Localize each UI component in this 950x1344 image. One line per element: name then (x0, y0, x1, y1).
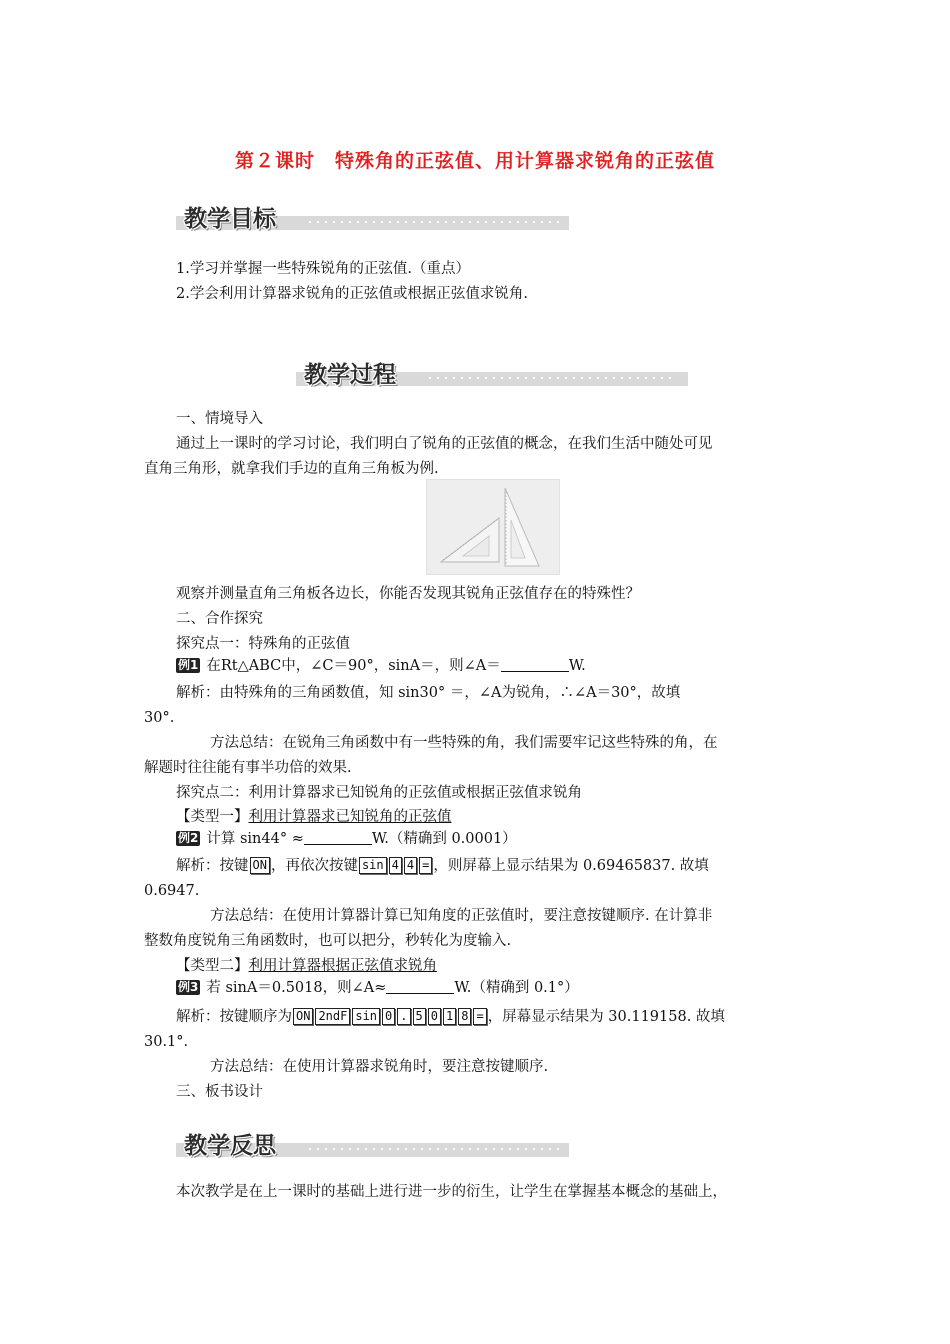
section-label: 教学反思 (184, 1133, 276, 1159)
paragraph: 方法总结：在使用计算器求锐角时，要注意按键顺序. (210, 1059, 549, 1075)
paragraph: 30°. (144, 710, 175, 726)
page-title: 第２课时 特殊角的正弦值、用计算器求锐角的正弦值 (234, 150, 715, 172)
example-2: 例2 计算 sin44° ≈ W.（精确到 0.0001） (178, 831, 517, 847)
objective-item: 1.学习并掌握一些特殊锐角的正弦值.（重点） (176, 261, 470, 277)
calc-key: 0 (382, 1008, 395, 1025)
paragraph: 本次教学是在上一课时的基础上进行进一步的衍生，让学生在掌握基本概念的基础上， (176, 1184, 727, 1200)
paragraph: 0.6947. (144, 883, 200, 899)
calc-key: sin (359, 857, 387, 874)
calc-key: = (473, 1008, 486, 1025)
explore-point-2: 探究点二：利用计算器求已知锐角的正弦值或根据正弦值求锐角 (176, 785, 582, 801)
calc-key: 4 (389, 857, 402, 874)
type-2-heading: 【类型二】利用计算器根据正弦值求锐角 (176, 958, 437, 974)
section-banner-reflection (176, 1133, 569, 1157)
objective-item: 2.学会利用计算器求锐角的正弦值或根据正弦值求锐角. (176, 286, 528, 302)
example-badge: 例1 (178, 658, 199, 672)
paragraph: 方法总结：在使用计算器计算已知角度的正弦值时，要注意按键顺序. 在计算非 (210, 908, 713, 924)
triangle-ruler-photo (426, 479, 560, 575)
calc-key: ON (250, 857, 270, 874)
paragraph: 观察并测量直角三角板各边长，你能否发现其锐角正弦值存在的特殊性？ (176, 586, 640, 602)
example-3-solution: 解析：按键顺序为 ON 2ndF sin 0 . 5 0 1 8 = ，屏幕显示结果为 30.119158. 故填 (176, 1009, 725, 1025)
calc-key: ON (293, 1008, 313, 1025)
heading-board-design: 三、板书设计 (176, 1084, 263, 1100)
paragraph: 30.1°. (144, 1034, 189, 1050)
section-banner-process (296, 362, 688, 386)
paragraph: 直角三角形，就拿我们手边的直角三角板为例. (144, 461, 439, 477)
calc-key: 8 (458, 1008, 471, 1025)
answer-blank (386, 979, 454, 994)
explore-point-1: 探究点一：特殊角的正弦值 (176, 636, 350, 652)
example-1: 例1 在Rt△ABC中，∠C＝90°，sinA＝，则∠A＝ W. (178, 658, 586, 674)
type-1-heading: 【类型一】利用计算器求已知锐角的正弦值 (176, 809, 452, 825)
calc-key: 0 (428, 1008, 441, 1025)
calc-key: sin (352, 1008, 380, 1025)
answer-blank (501, 657, 569, 672)
answer-blank (304, 830, 372, 845)
paragraph: 解题时往往能有事半功倍的效果. (144, 760, 352, 776)
calc-key: . (397, 1008, 410, 1025)
example-badge: 例3 (178, 980, 199, 994)
paragraph: 通过上一课时的学习讨论，我们明白了锐角的正弦值的概念，在我们生活中随处可见 (176, 436, 713, 452)
paragraph: 整数角度锐角三角函数时，也可以把分，秒转化为度输入. (144, 933, 512, 949)
example-badge: 例2 (178, 831, 199, 845)
paragraph: 方法总结：在锐角三角函数中有一些特殊的角，我们需要牢记这些特殊的角，在 (210, 735, 718, 751)
section-banner-objectives (176, 206, 569, 230)
calc-key: 4 (404, 857, 417, 874)
calc-key: 5 (413, 1008, 426, 1025)
heading-situation: 一、情境导入 (176, 411, 263, 427)
paragraph: 解析：由特殊角的三角函数值，知 sin30° ＝，∠A为锐角，∴∠A＝30°，故填 (176, 685, 681, 701)
calc-key: = (419, 857, 432, 874)
section-label: 教学过程 (304, 362, 396, 388)
section-label: 教学目标 (184, 206, 276, 232)
heading-cooperation: 二、合作探究 (176, 611, 263, 627)
calc-key: 2ndF (315, 1008, 350, 1025)
calc-key: 1 (443, 1008, 456, 1025)
example-3: 例3 若 sinA＝0.5018，则∠A≈ W.（精确到 0.1°） (178, 980, 579, 996)
example-2-solution: 解析：按键 ON ，再依次按键 sin 4 4 = ，则屏幕上显示结果为 0.69465837. 故填 (176, 858, 709, 874)
